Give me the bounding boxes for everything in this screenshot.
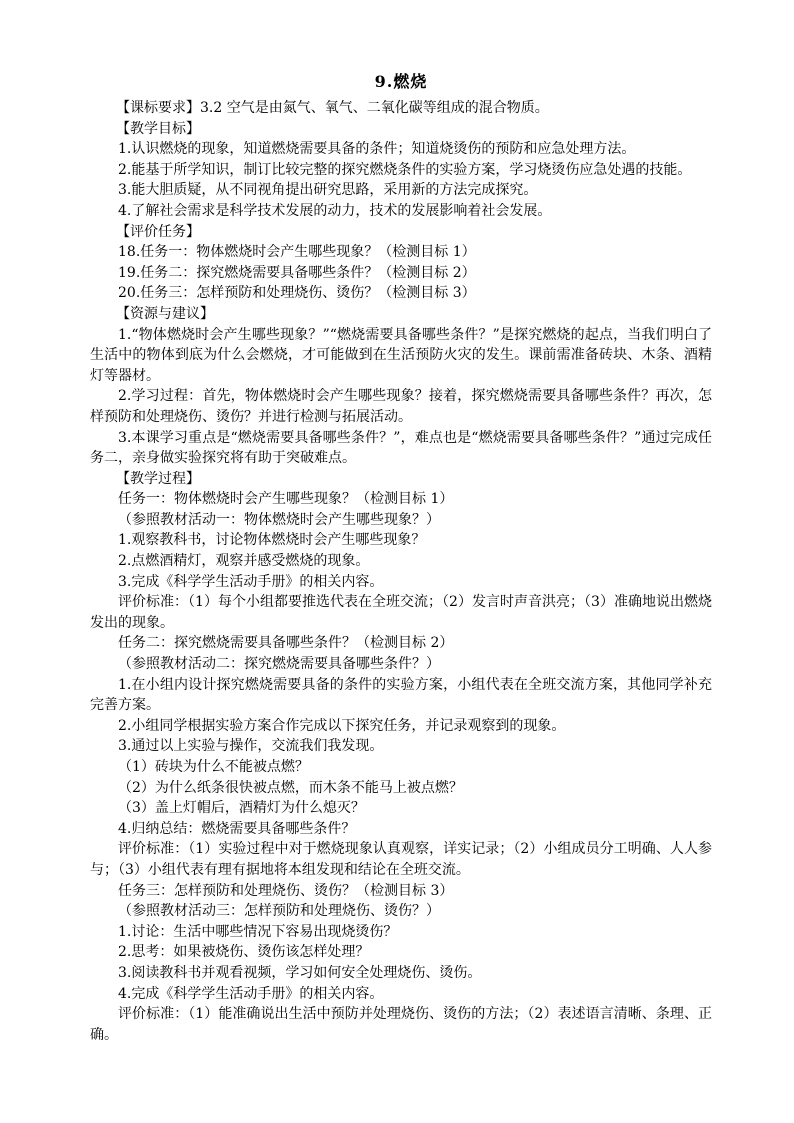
task-item: 18.任务一：物体燃烧时会产生哪些现象？（检测目标 1） bbox=[118, 244, 476, 261]
task1-step: 3.完成《科学学生活动手册》的相关内容。 bbox=[118, 573, 384, 590]
task3-step: 1.讨论：生活中哪些情况下容易出现烧烫伤？ bbox=[118, 923, 398, 940]
task1-step: 2.点燃酒精灯，观察并感受燃烧的现象。 bbox=[118, 553, 370, 570]
task2-step: 2.小组同学根据实验方案合作完成以下探究任务，并记录观察到的现象。 bbox=[118, 717, 566, 734]
task2-question: （2）为什么纸条很快被点燃，而木条不能马上被点燃？ bbox=[118, 779, 463, 796]
task3-step: 3.阅读教科书并观看视频，学习如何安全处理烧伤、烫伤。 bbox=[118, 964, 482, 981]
resource-paragraph: 2.学习过程：首先，物体燃烧时会产生哪些现象？接着，探究燃烧需要具备哪些条件？再次，怎样预防和处理烧伤、烫伤？并进行检测与拓展活动。 bbox=[90, 388, 712, 425]
goal-item: 1.认识燃烧的现象，知道燃烧需要具备的条件；知道烧烫伤的预防和应急处理方法。 bbox=[118, 141, 636, 158]
task2-summary: 4.归纳总结：燃烧需要具备哪些条件？ bbox=[118, 820, 356, 837]
process-heading: 【教学过程】 bbox=[116, 470, 200, 487]
task3-title: 任务三：怎样预防和处理烧伤、烫伤？（检测目标 3） bbox=[118, 882, 454, 899]
task3-reference: （参照教材活动三：怎样预防和处理烧伤、烫伤？） bbox=[118, 903, 440, 920]
task2-question: （3）盖上灯帽后，酒精灯为什么熄灭？ bbox=[118, 800, 365, 817]
task2-title: 任务二：探究燃烧需要具备哪些条件？（检测目标 2） bbox=[118, 635, 454, 652]
task2-step: 1.在小组内设计探究燃烧需要具备的条件的实验方案，小组代表在全班交流方案，其他同学补充完善方案。 bbox=[90, 676, 712, 714]
tasks-heading: 【评价任务】 bbox=[116, 223, 200, 240]
resources-heading: 【资源与建议】 bbox=[116, 305, 214, 322]
task1-reference: （参照教材活动一：物体燃烧时会产生哪些现象？） bbox=[118, 511, 440, 528]
task1-criteria: 评价标准：（1）每个小组都要推选代表在全班交流；（2）发言时声音洪亮；（3）准确地说出燃烧发出的现象。 bbox=[90, 594, 712, 631]
resource-paragraph: 1.“物体燃烧时会产生哪些现象？”“燃烧需要具备哪些条件？”是探究燃烧的起点，当我们明白了生活中的物体到底为什么会燃烧，才可能做到在生活预防火灾的发生。课前需准备砖块、木条、酒精灯等器材。 bbox=[90, 326, 712, 384]
resource-paragraph: 3.本课学习重点是“燃烧需要具备哪些条件？”，难点也是“燃烧需要具备哪些条件？”通过完成任务二，亲身做实验探究将有助于突破难点。 bbox=[90, 429, 712, 467]
task3-step: 4.完成《科学学生活动手册》的相关内容。 bbox=[118, 985, 384, 1002]
goals-heading: 【教学目标】 bbox=[116, 120, 200, 137]
task3-criteria: 评价标准：（1）能准确说出生活中预防并处理烧伤、烫伤的方法；（2）表述语言清晰、条理、正确。 bbox=[90, 1006, 712, 1043]
task2-criteria: 评价标准：（1）实验过程中对于燃烧现象认真观察，详实记录；（2）小组成员分工明确、人人参与；（3）小组代表有理有据地将本组发现和结论在全班交流。 bbox=[90, 841, 712, 878]
document-title: 9.燃烧 bbox=[374, 72, 428, 91]
task3-step: 2.思考：如果被烧伤、烫伤该怎样处理？ bbox=[118, 944, 370, 961]
task1-title: 任务一：物体燃烧时会产生哪些现象？（检测目标 1） bbox=[118, 491, 454, 508]
task2-step: 3.通过以上实验与操作，交流我们我发现。 bbox=[118, 738, 384, 755]
task-item: 19.任务二：探究燃烧需要具备哪些条件？（检测目标 2） bbox=[118, 264, 476, 281]
goal-item: 3.能大胆质疑，从不同视角提出研究思路，采用新的方法完成探究。 bbox=[118, 182, 538, 199]
task1-step: 1.观察教科书，讨论物体燃烧时会产生哪些现象？ bbox=[118, 532, 426, 549]
goal-item: 4.了解社会需求是科学技术发展的动力，技术的发展影响着社会发展。 bbox=[118, 202, 552, 219]
curriculum-requirement: 【课标要求】3.2 空气是由氮气、氧气、二氧化碳等组成的混合物质。 bbox=[116, 100, 549, 116]
document-page bbox=[90, 70, 712, 1045]
task2-reference: （参照教材活动二：探究燃烧需要具备哪些条件？） bbox=[118, 656, 440, 673]
goal-item: 2.能基于所学知识，制订比较完整的探究燃烧条件的实验方案，学习烧烫伤应急处遇的技能。 bbox=[118, 161, 692, 178]
task-item: 20.任务三：怎样预防和处理烧伤、烫伤？（检测目标 3） bbox=[118, 285, 476, 302]
task2-question: （1）砖块为什么不能被点燃？ bbox=[118, 759, 309, 775]
